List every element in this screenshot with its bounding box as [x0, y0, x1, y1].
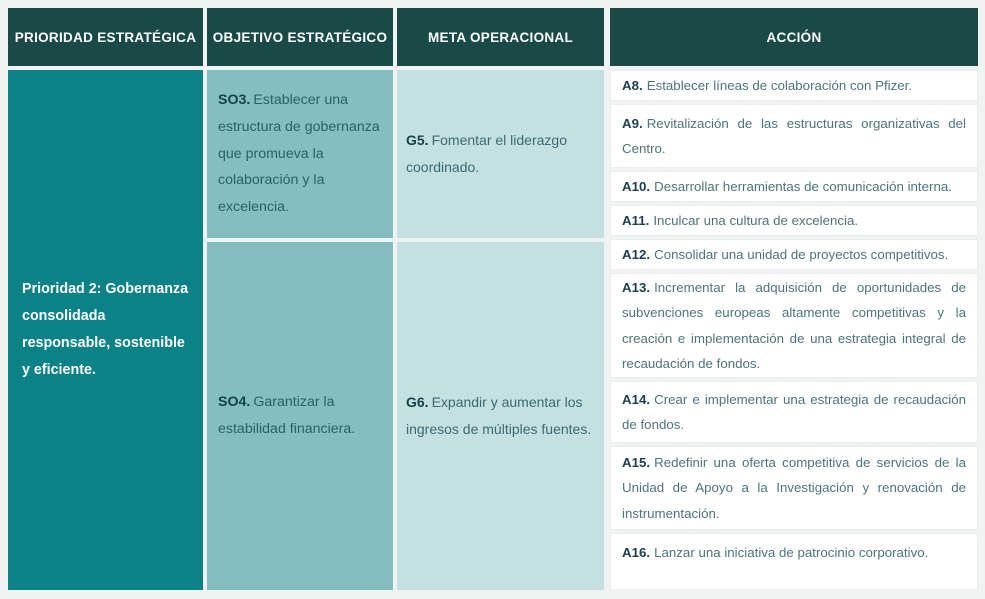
action-row-a14 [610, 381, 978, 443]
action-column-body [610, 70, 978, 590]
header-label: PRIORIDAD ESTRATÉGICA [14, 29, 197, 45]
action-code: A14. [622, 391, 651, 407]
action-row-a9 [610, 104, 978, 168]
objective-body: Garantizar la estabilidad financiera. [218, 394, 356, 437]
column-priority [8, 8, 203, 590]
goal-text [406, 389, 595, 442]
action-code: A10. [622, 178, 651, 194]
action-row-a16 [610, 533, 978, 590]
goal-cell-g5 [397, 70, 604, 238]
action-code: A15. [622, 455, 651, 471]
goal-body: Fomentar el liderazgo coordinado. [406, 132, 567, 175]
objective-column-body [207, 70, 393, 590]
action-row-a15 [610, 446, 978, 530]
action-text: Consolidar una unidad de proyectos competitivos. [654, 246, 949, 262]
objective-text [218, 389, 382, 443]
objective-cell-so3 [207, 70, 393, 238]
action-text: Desarrollar herramientas de comunicación interna. [654, 178, 952, 194]
action-code: A11. [622, 212, 650, 228]
action-row-a10 [610, 171, 978, 202]
objective-body: Establecer una estructura de gobernanza que promueva la colaboración y la excelencia. [218, 91, 380, 216]
action-code: A13. [622, 280, 651, 295]
goal-text [406, 127, 595, 180]
column-objective [207, 8, 393, 590]
action-text: Lanzar una iniciativa de patrocinio corporativo. [654, 545, 929, 560]
header-label: OBJETIVO ESTRATÉGICO [212, 29, 388, 45]
goal-cell-g6 [397, 242, 604, 590]
goal-column-body [397, 70, 604, 590]
action-code: A12. [622, 246, 651, 262]
action-row-a8 [610, 70, 978, 101]
objective-code: SO3. [218, 91, 251, 108]
goal-code: G5. [406, 132, 429, 149]
action-row-a12 [610, 239, 978, 270]
action-text: Incrementar la adquisición de oportunidades de subvenciones europeas altamente competitivas y la creación e implementación de una estrategia integral de recaudación de fondos. [622, 280, 966, 371]
action-text: Crear e implementar una estrategia de recaudación de fondos. [622, 391, 966, 432]
action-row-a13 [610, 273, 978, 378]
action-text: Establecer líneas de colaboración con Pfizer. [646, 77, 913, 93]
objective-code: SO4. [218, 394, 251, 411]
action-text: Revitalización de las estructuras organizativas del Centro. [622, 115, 966, 156]
column-header-objetivo-estrategico [207, 8, 393, 66]
goal-body: Expandir y aumentar los ingresos de múltiples fuentes. [406, 394, 592, 437]
column-goal [397, 8, 604, 590]
action-row-a11 [610, 205, 978, 236]
header-label: META OPERACIONAL [427, 29, 574, 45]
column-header-accion [610, 8, 978, 66]
action-code: A8. [622, 77, 643, 93]
priority-column-body [8, 70, 203, 590]
action-text: Redefinir una oferta competitiva de servicios de la Unidad de Apoyo a la Investigación y renovación de instrumentación. [622, 455, 966, 521]
strategic-priority-table [8, 8, 978, 590]
action-code: A9. [622, 115, 643, 131]
objective-cell-so4 [207, 242, 393, 590]
priority-cell [8, 70, 203, 590]
action-text: Inculcar una cultura de excelencia. [653, 212, 859, 228]
objective-text [218, 87, 382, 222]
priority-text: Prioridad 2: Gobernanza consolidada responsable, sostenible y eficiente. [22, 280, 189, 379]
column-header-prioridad-estrategica [8, 8, 203, 66]
column-header-meta-operacional [397, 8, 604, 66]
action-code: A16. [622, 545, 651, 560]
header-label: ACCIÓN [766, 29, 822, 45]
goal-code: G6. [406, 394, 429, 411]
column-action [610, 8, 978, 590]
